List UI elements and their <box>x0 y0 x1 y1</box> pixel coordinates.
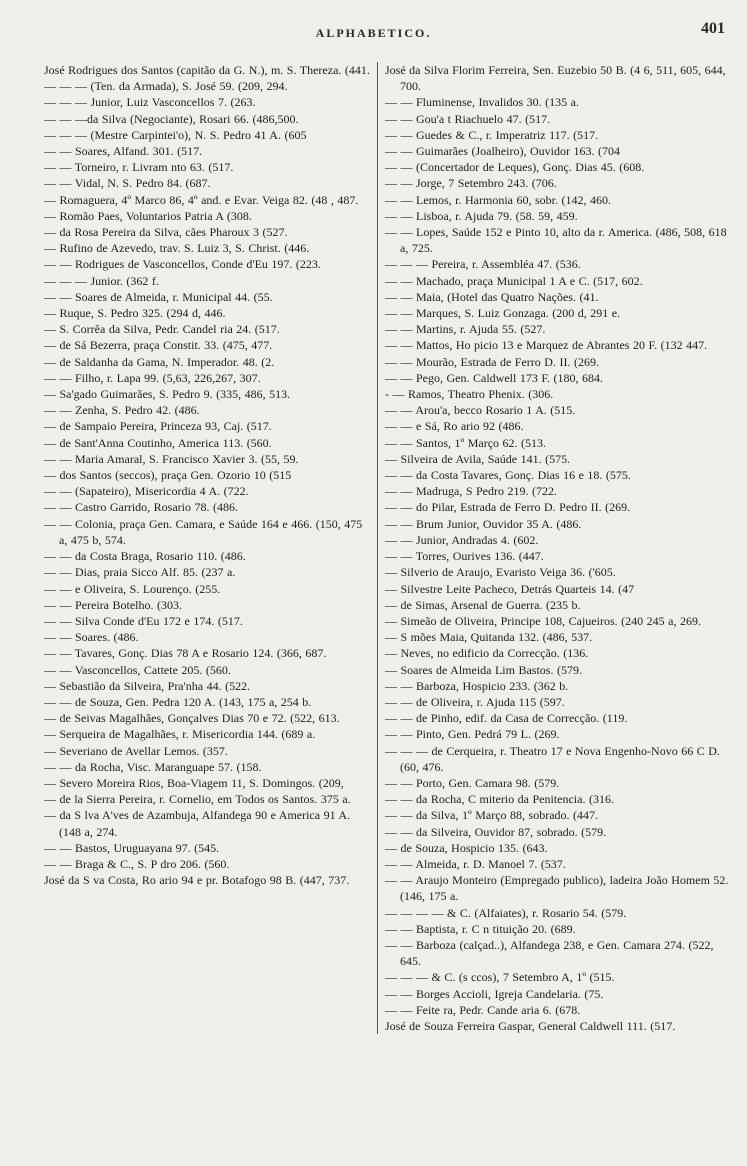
directory-entry: — — Barboza, Hospicio 233. (362 b. <box>385 678 569 693</box>
directory-entry: — — da Silva, 1º Março 88, sobrado. (447. <box>385 808 599 823</box>
directory-entry: — — Santos, 1º Março 62. (513. <box>385 435 547 450</box>
directory-entry: — Sa'gado Guimarães, S. Pedro 9. (335, 486, 513. <box>44 387 291 402</box>
directory-entry: — — Araujo Monteiro (Empregado publico), ladeira João Homem 52. (146, 175 a. <box>385 873 729 904</box>
directory-entry: — — — Pereira, r. Assembléa 47. (536. <box>385 257 581 272</box>
directory-entry: — — Filho, r. Lapa 99. (5,63, 226,267, 307. <box>44 370 261 385</box>
directory-entry: — — — (Ten. da Armada), S. José 59. (209, 294. <box>44 79 288 94</box>
directory-entry: José Rodrigues dos Santos (capitão da G. N.), m. S. Thereza. (441. <box>44 63 370 77</box>
directory-entry: — — Dias, praia Sicco Alf. 85. (237 a. <box>44 565 236 580</box>
directory-entry: — — Junior, Andradas 4. (602. <box>385 532 539 547</box>
directory-entry: — — de Oliveira, r. Ajuda 115 (597. <box>385 694 565 709</box>
directory-entry: — de Simas, Arsenal de Guerra. (235 b. <box>385 597 581 612</box>
directory-entry: — — Torneiro, r. Livram nto 63. (517. <box>44 160 234 175</box>
directory-entry: — — do Pilar, Estrada de Ferro D. Pedro II. (269. <box>385 500 631 515</box>
directory-entry: — — Machado, praça Municipal 1 A e C. (517, 602. <box>385 273 643 288</box>
directory-entry: — — Lopes, Saúde 152 e Pinto 10, alto da r. America. (486, 508, 618 a, 725. <box>385 225 727 256</box>
directory-entry: — — Silva Conde d'Eu 172 e 174. (517. <box>44 613 243 628</box>
directory-entry: — — Pego, Gen. Caldwell 173 F. (180, 684. <box>385 370 604 385</box>
directory-entry: — — Maia, (Hotel das Quatro Nações. (41. <box>385 289 599 304</box>
directory-entry: — — —da Silva (Negociante), Rosari 66. (486,500. <box>44 111 299 126</box>
directory-entry: — de Sá Bezerra, praça Constit. 33. (475, 477. <box>44 338 273 353</box>
page-header <box>0 0 747 58</box>
directory-entry: — — Lisboa, r. Ajuda 79. (58. 59, 459. <box>385 208 578 223</box>
directory-entry: — — Guedes & C., r. Imperatriz 117. (517. <box>385 127 599 142</box>
directory-entry: — dos Santos (seccos), praça Gen. Ozorio 10 (515 <box>44 468 292 483</box>
directory-entry: — — Marques, S. Luiz Gonzaga. (200 d, 291 e. <box>385 306 621 321</box>
directory-entry: José da Silva Florim Ferreira, Sen. Euzebio 50 B. (4 6, 511, 605, 644, 700. <box>385 63 726 94</box>
directory-entry: — — Pinto, Gen. Pedrá 79 L. (269. <box>385 727 560 742</box>
directory-columns <box>0 58 747 1034</box>
directory-entry: — — Fluminense, Invalidos 30. (135 a. <box>385 95 579 110</box>
directory-entry: — — Vidal, N. S. Pedro 84. (687. <box>44 176 211 191</box>
directory-entry: — — Castro Garrido, Rosario 78. (486. <box>44 500 238 515</box>
directory-entry: — Simeão de Oliveira, Principe 108, Cajueiros. (240 245 a, 269. <box>385 613 701 628</box>
directory-entry: — — Jorge, 7 Setembro 243. (706. <box>385 176 557 191</box>
directory-entry: — — Torres, Ourives 136. (447. <box>385 549 544 564</box>
directory-entry: — S mões Maia, Quitanda 132. (486, 537. <box>385 630 593 645</box>
directory-entry: — de Saldanha da Gama, N. Imperador. 48. (2. <box>44 354 275 369</box>
directory-entry: — — Arou'a, becco Rosario 1 A. (515. <box>385 403 576 418</box>
directory-entry: — — da Rocha, C miterio da Penitencia. (316. <box>385 792 614 807</box>
directory-entry: — — da Rocha, Visc. Maranguape 57. (158. <box>44 759 262 774</box>
directory-entry: — — — Junior. (362 f. <box>44 273 159 288</box>
running-title: ALPHABETICO. <box>315 26 432 40</box>
directory-entry: — — da Silveira, Ouvidor 87, sobrado. (579. <box>385 824 607 839</box>
directory-entry: — — — Junior, Luiz Vasconcellos 7. (263. <box>44 95 256 110</box>
directory-entry: — — Maria Amaral, S. Francisco Xavier 3. (55, 59. <box>44 451 299 466</box>
directory-entry: — — Mourão, Estrada de Ferro D. II. (269. <box>385 354 599 369</box>
directory-entry: — — da Costa Braga, Rosario 110. (486. <box>44 549 246 564</box>
directory-entry: — — Barboza (calçad..), Alfandega 238, e Gen. Camara 274. (522, 645. <box>385 937 714 969</box>
directory-entry: — de Souza, Hospicio 135. (643. <box>385 840 548 855</box>
directory-entry: — — Bastos, Uruguayana 97. (545. <box>44 840 220 855</box>
directory-entry: — — — — & C. (Alfaiates), r. Rosario 54. (579. <box>385 905 627 920</box>
directory-entry: — — Soares de Almeida, r. Municipal 44. (55. <box>44 289 273 304</box>
directory-entry: — Silverio de Araujo, Evaristo Veiga 36. ('605. <box>385 565 616 580</box>
directory-entry: — da Rosa Pereira da Silva, cães Pharoux 3 (527. <box>44 225 288 240</box>
directory-entry: — — Brum Junior, Ouvidor 35 A. (486. <box>385 516 582 531</box>
directory-entry: — Romaguera, 4º Marco 86, 4º and. e Evar. Veiga 82. (48 , 487. <box>44 192 359 207</box>
directory-entry: — — Borges Accioli, Igreja Candelaria. (75. <box>385 986 604 1001</box>
directory-entry: — — Vasconcellos, Cattete 205. (560. <box>44 662 231 677</box>
directory-entry: — — Guimarães (Joalheiro), Ouvidor 163. (704 <box>385 144 620 159</box>
directory-entry: — — Feite ra, Pedr. Cande aria 6. (678. <box>385 1002 581 1017</box>
directory-entry: — — e Oliveira, S. Lourenço. (255. <box>44 581 221 596</box>
directory-entry: — S. Corrêa da Silva, Pedr. Candel ria 24. (517. <box>44 322 280 337</box>
directory-entry: — — Zenha, S. Pedro 42. (486. <box>44 403 200 418</box>
directory-entry: — — Soares. (486. <box>44 630 139 645</box>
directory-entry: — — (Sapateiro), Misericordia 4 A. (722. <box>44 484 249 499</box>
directory-entry: — de Seivas Magalhães, Gonçalves Dias 70 e 72. (522, 613. <box>44 711 340 726</box>
directory-entry: — Severo Moreira Rios, Boa-Viagem 11, S. Domingos. (209, <box>44 775 344 790</box>
directory-entry: — — Gou'a t Riachuelo 47. (517. <box>385 111 551 126</box>
directory-entry: — — Mattos, Ho picio 13 e Marquez de Abrantes 20 F. (132 447. <box>385 338 708 353</box>
directory-entry: - — Ramos, Theatro Phenix. (306. <box>385 387 554 402</box>
right-column <box>378 62 731 1034</box>
directory-entry: — — Almeida, r. D. Manoel 7. (537. <box>385 856 566 871</box>
directory-entry: — — e Sá, Ro ario 92 (486. <box>385 419 524 434</box>
directory-entry: — — — (Mestre Carpintei'o), N. S. Pedro 41 A. (605 <box>44 127 307 142</box>
directory-entry: — — Colonia, praça Gen. Camara, e Saúde 164 e 466. (150, 475 a, 475 b, 574. <box>44 516 363 547</box>
directory-entry: — Ruque, S. Pedro 325. (294 d, 446. <box>44 306 226 321</box>
directory-entry: — de la Sierra Pereira, r. Cornelio, em Todos os Santos. 375 a. <box>44 792 351 807</box>
directory-entry: — — da Costa Tavares, Gonç. Dias 16 e 18. (575. <box>385 468 631 483</box>
directory-entry: — Soares de Almeida Lim Bastos. (579. <box>385 662 582 677</box>
directory-entry: — — de Pinho, edif. da Casa de Correcção. (119. <box>385 711 628 726</box>
directory-entry: — Rufino de Azevedo, trav. S. Luiz 3, S. Christ. (446. <box>44 241 310 256</box>
directory-entry: — — — & C. (s ccos), 7 Setembro A, 1º (515. <box>385 970 615 985</box>
directory-entry: — — Martins, r. Ajuda 55. (527. <box>385 322 546 337</box>
directory-entry: José de Souza Ferreira Gaspar, General Caldwell 111. (517. <box>385 1018 676 1033</box>
directory-entry: — — de Souza, Gen. Pedra 120 A. (143, 175 a, 254 b. <box>44 694 312 709</box>
directory-entry: — — (Concertador de Leques), Gonç. Dias 45. (608. <box>385 160 645 175</box>
directory-entry: — — Braga & C., S. P dro 206. (560. <box>44 856 230 871</box>
directory-entry: — Neves, no edificio da Correcção. (136. <box>385 646 589 661</box>
directory-entry: — Romão Paes, Voluntarios Patria A (308. <box>44 208 252 223</box>
directory-entry: — — Madruga, S Pedro 219. (722. <box>385 484 557 499</box>
directory-entry: — — — de Cerqueira, r. Theatro 17 e Nova Engenho-Novo 66 C D. (60, 476. <box>385 743 720 774</box>
directory-entry: — — Porto, Gen. Camara 98. (579. <box>385 775 560 790</box>
directory-entry: — — Soares, Alfand. 301. (517. <box>44 144 203 159</box>
directory-entry: — de Sant'Anna Coutinho, America 113. (560. <box>44 435 272 450</box>
directory-entry: — Severiano de Avellar Lemos. (357. <box>44 743 228 758</box>
directory-entry: — — Pereira Botelho. (303. <box>44 597 182 612</box>
directory-entry: — Serqueira de Magalhães, r. Misericordia 144. (689 a. <box>44 727 316 742</box>
left-column <box>44 62 378 1034</box>
directory-entry: — — Tavares, Gonç. Dias 78 A e Rosario 124. (366, 687. <box>44 646 327 661</box>
page-number: 401 <box>701 20 725 37</box>
directory-entry: — Silveira de Avila, Saúde 141. (575. <box>385 451 571 466</box>
directory-entry: José da S va Costa, Ro ario 94 e pr. Botafogo 98 B. (447, 737. <box>44 873 350 888</box>
directory-entry: — Silvestre Leite Pacheco, Detrás Quarteis 14. (47 <box>385 581 635 596</box>
directory-entry: — — Lemos, r. Harmonia 60, sobr. (142, 460. <box>385 192 611 207</box>
directory-entry: — da S lva A'ves de Azambuja, Alfandega 90 e America 91 A. (148 a, 274. <box>44 808 351 839</box>
directory-entry: — Sebastião da Silveira, Pra'nha 44. (522. <box>44 678 251 693</box>
directory-entry: — de Sampaio Pereira, Princeza 93, Caj. (517. <box>44 419 272 434</box>
directory-entry: — — Rodrigues de Vasconcellos, Conde d'Eu 197. (223. <box>44 257 321 272</box>
directory-entry: — — Baptista, r. C n tituição 20. (689. <box>385 921 576 936</box>
